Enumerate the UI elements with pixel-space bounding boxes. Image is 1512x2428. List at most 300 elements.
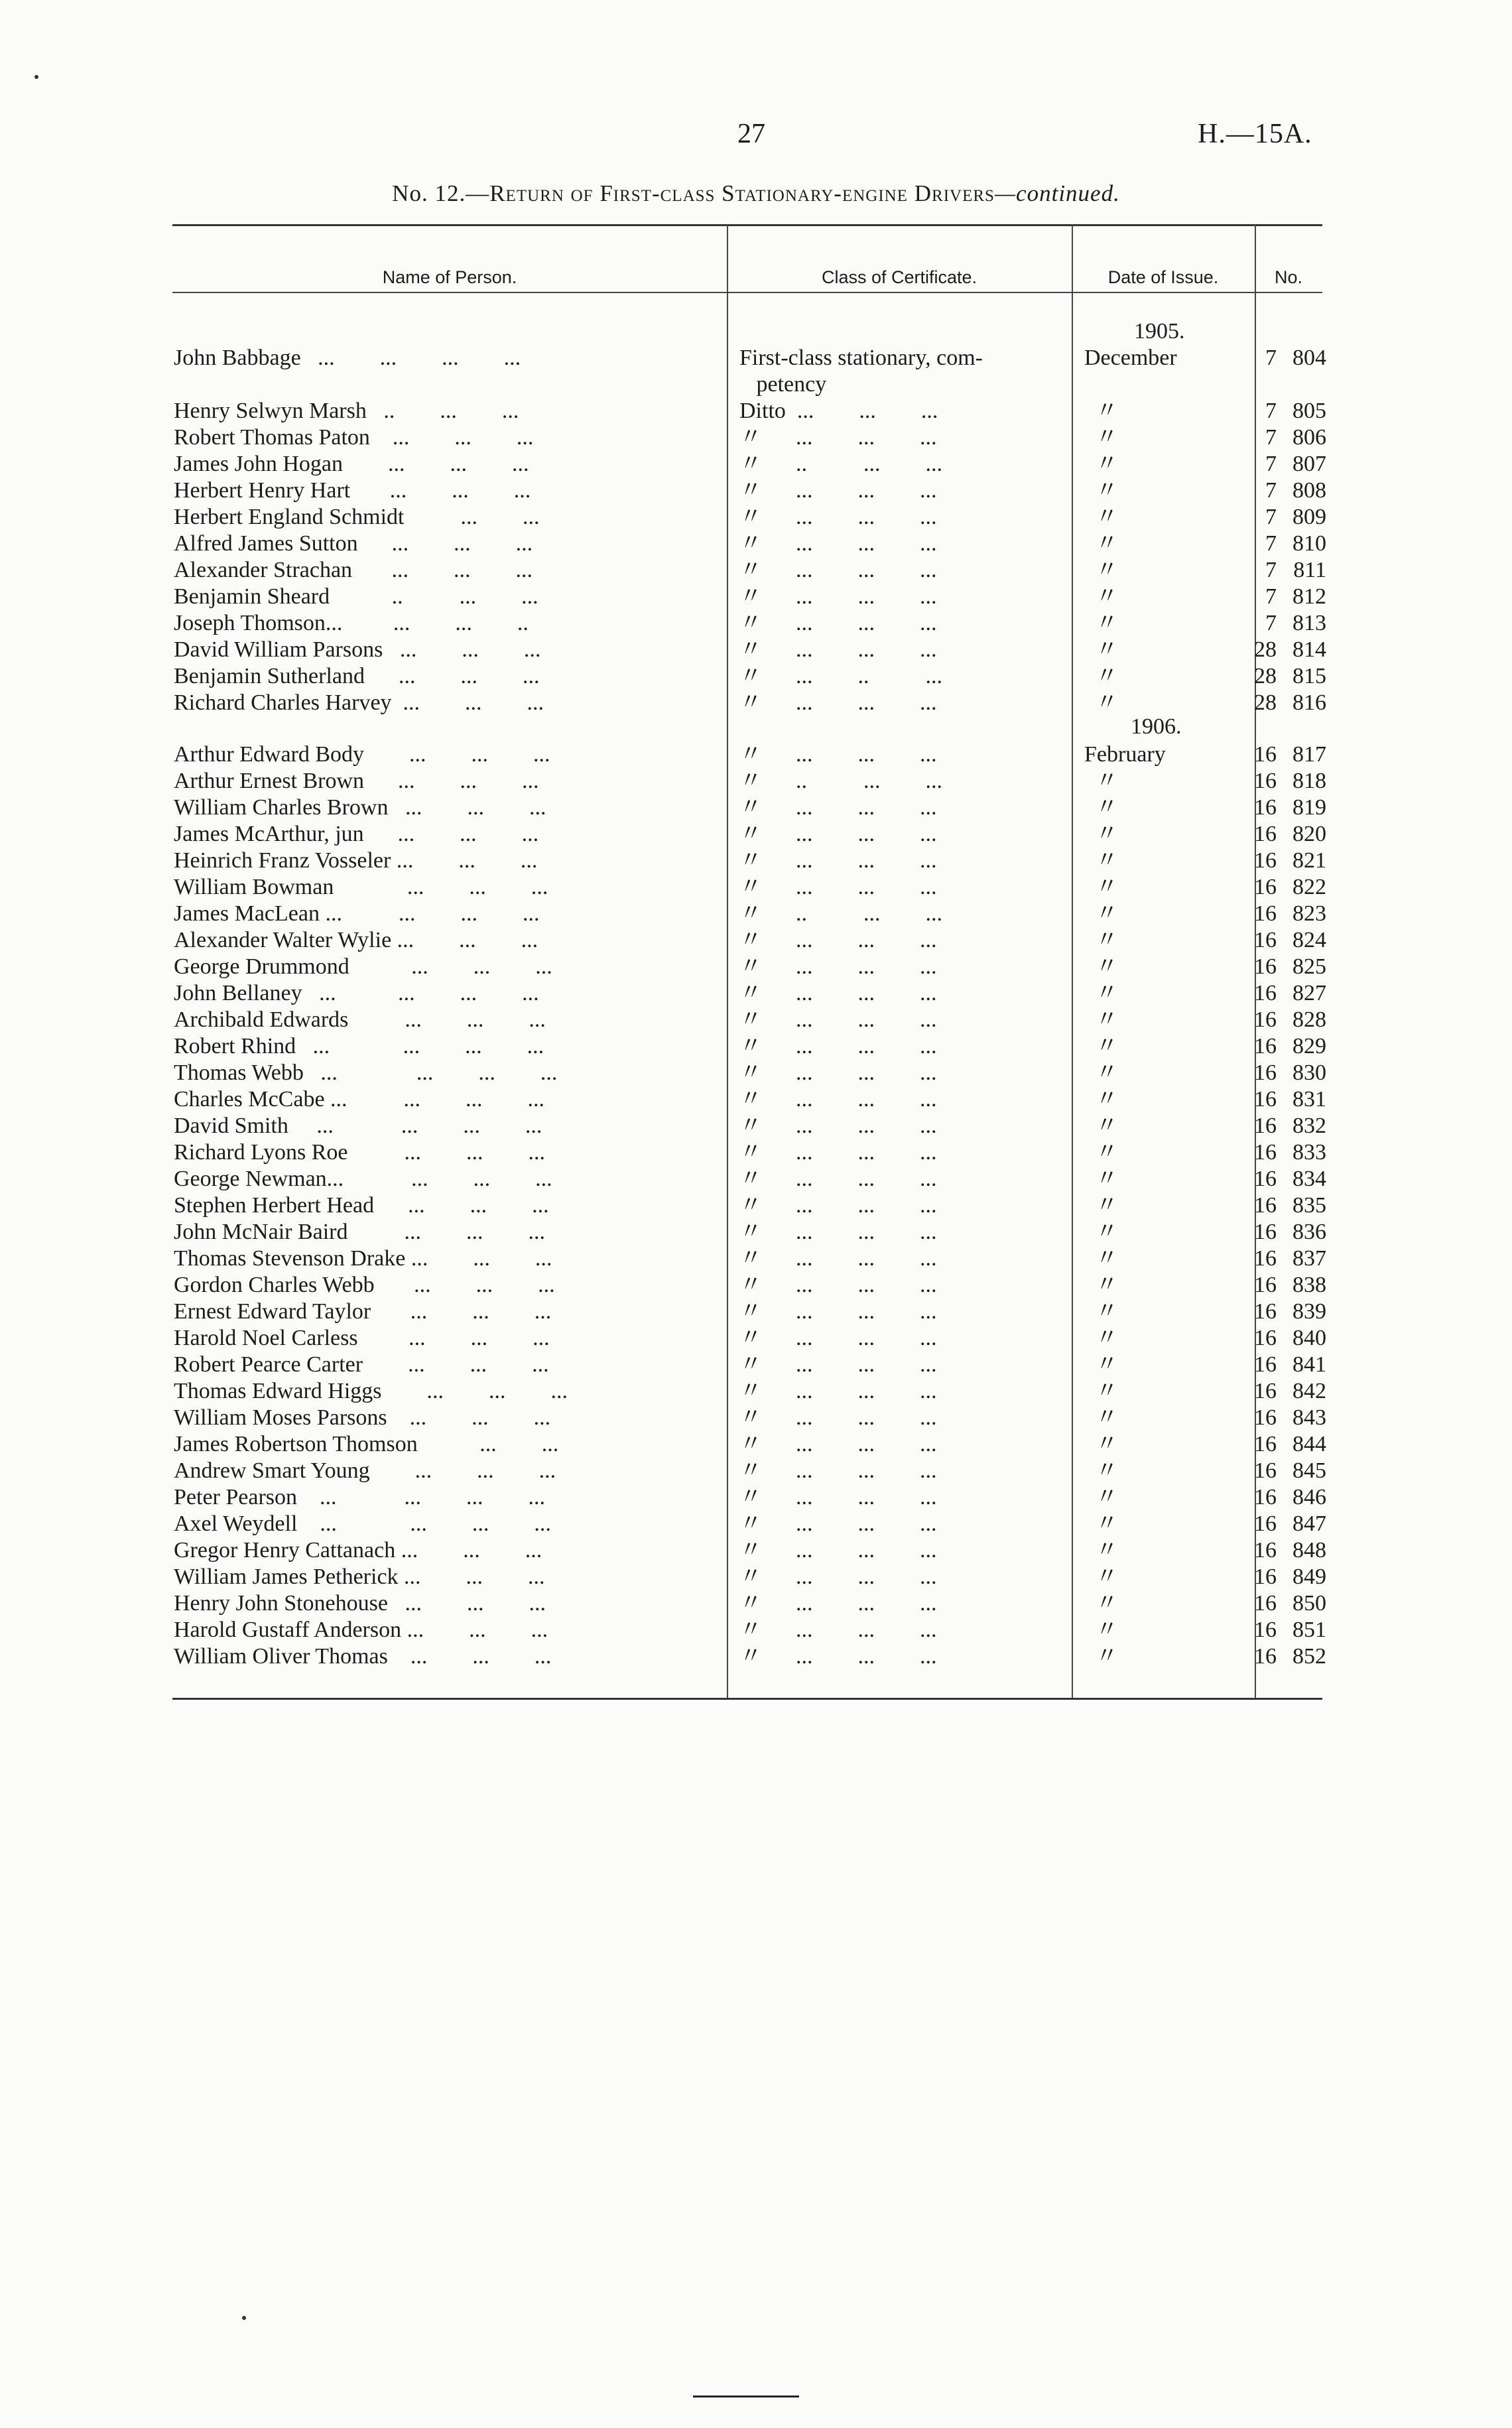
issue-month: 〃 [1084, 1432, 1118, 1456]
issue-month: 〃 [1084, 1591, 1118, 1616]
certificate-class: 〃 ... ... ... [739, 1087, 937, 1112]
table-row [172, 1458, 1326, 1484]
person-name: Gregor Henry Cattanach ... ... ... [174, 1538, 542, 1563]
certificate-class: 〃 ... ... ... [739, 981, 937, 1005]
certificate-number: 814 [1292, 637, 1326, 662]
person-name: Charles McCabe ... ... ... ... [174, 1087, 545, 1112]
issue-month: 〃 [1084, 558, 1118, 582]
issue-day: 7 [1265, 611, 1277, 635]
certificate-class: 〃 ... ... ... [739, 558, 937, 582]
certificate-number: 813 [1292, 611, 1326, 635]
certificate-number: 816 [1292, 690, 1326, 715]
table-title [0, 180, 1512, 207]
certificate-class: 〃 ... ... ... [739, 1273, 937, 1297]
table-row [172, 821, 1326, 848]
table-row [172, 1192, 1326, 1219]
certificate-number: 815 [1292, 664, 1326, 688]
certificate-class: 〃 ... ... ... [739, 1326, 937, 1350]
person-name: John Bellaney ... ... ... ... [174, 981, 539, 1005]
certificate-number: 847 [1292, 1511, 1326, 1536]
issue-month: 〃 [1084, 478, 1118, 503]
issue-day: 16 [1254, 769, 1277, 793]
certificate-number: 806 [1292, 425, 1326, 450]
certificate-number: 839 [1292, 1299, 1326, 1324]
issue-day: 16 [1254, 1511, 1277, 1536]
header-name: Name of Person. [382, 267, 517, 287]
certificate-class: 〃 ... ... ... [739, 531, 937, 556]
issue-month: 〃 [1084, 1511, 1118, 1536]
certificate-class: 〃 ... ... ... [739, 611, 937, 635]
issue-day: 16 [1254, 1405, 1277, 1430]
table-row [172, 504, 1326, 531]
person-name: Robert Pearce Carter ... ... ... [174, 1352, 549, 1377]
person-name: Joseph Thomson... ... ... .. [174, 611, 529, 635]
issue-month: 〃 [1084, 1458, 1118, 1483]
person-name: Robert Thomas Paton ... ... ... [174, 425, 534, 450]
certificate-number: 828 [1292, 1007, 1326, 1032]
certificate-class: 〃 ... ... ... [739, 1379, 937, 1403]
certificate-class: 〃 ... ... ... [739, 1485, 937, 1509]
certificate-number: 825 [1292, 954, 1326, 979]
issue-month: 〃 [1084, 901, 1118, 926]
certificate-number: 807 [1292, 452, 1326, 476]
certificate-number: 824 [1292, 928, 1326, 952]
person-name: Thomas Edward Higgs ... ... ... [174, 1379, 568, 1403]
person-name: Richard Lyons Roe ... ... ... [174, 1140, 546, 1165]
table-row [172, 1299, 1326, 1325]
issue-month: 〃 [1084, 425, 1118, 450]
issue-month: 〃 [1084, 1273, 1118, 1297]
issue-day: 16 [1254, 1114, 1277, 1138]
certificate-number: 851 [1292, 1618, 1326, 1642]
person-name: William Oliver Thomas ... ... ... [174, 1644, 552, 1669]
issue-day: 16 [1254, 1273, 1277, 1297]
person-name: Herbert Henry Hart ... ... ... [174, 478, 531, 503]
certificate-class: 〃 ... ... ... [739, 1538, 937, 1563]
table-row [172, 848, 1326, 874]
issue-day: 7 [1265, 531, 1277, 556]
issue-month: 〃 [1084, 928, 1118, 952]
issue-month: 〃 [1084, 1034, 1118, 1058]
table-row [172, 1511, 1326, 1537]
header-date: Date of Issue. [1107, 267, 1219, 287]
table-row [172, 1325, 1326, 1352]
issue-day: 16 [1254, 795, 1277, 820]
person-name: Harold Noel Carless ... ... ... [174, 1326, 550, 1350]
person-name: Archibald Edwards ... ... ... [174, 1007, 546, 1032]
certificate-class: 〃 ... ... ... [739, 1299, 937, 1324]
issue-day: 16 [1254, 1352, 1277, 1377]
certificate-number: 830 [1292, 1060, 1326, 1085]
table-row [172, 557, 1326, 584]
issue-month: 〃 [1084, 584, 1118, 609]
certificate-number: 840 [1292, 1326, 1326, 1350]
table-row [172, 1564, 1326, 1590]
person-name: William Moses Parsons ... ... ... [174, 1405, 551, 1430]
certificate-number: 848 [1292, 1538, 1326, 1563]
issue-day: 16 [1254, 1060, 1277, 1085]
page-reference: H.—15A. [1198, 119, 1312, 149]
issue-day: 7 [1265, 478, 1277, 503]
person-name: William James Petherick ... ... ... [174, 1565, 545, 1589]
issue-day: 16 [1254, 1644, 1277, 1669]
table-row [172, 1431, 1326, 1458]
year-label-1905: 1905. [1134, 319, 1185, 344]
table-row [172, 1113, 1326, 1139]
person-name: Benjamin Sutherland ... ... ... [174, 664, 540, 688]
header-no: No. [1274, 267, 1303, 287]
header-class: Class of Certificate. [821, 267, 977, 287]
issue-month: 〃 [1084, 848, 1118, 873]
issue-month: 〃 [1084, 505, 1118, 529]
person-name: George Drummond ... ... ... [174, 954, 552, 979]
certificate-class: 〃 ... ... ... [739, 928, 937, 952]
issue-day: 16 [1254, 1485, 1277, 1509]
person-name: Heinrich Franz Vosseler ... ... ... [174, 848, 538, 873]
table-row [172, 637, 1326, 663]
issue-month: 〃 [1084, 875, 1118, 899]
person-name: Henry John Stonehouse ... ... ... [174, 1591, 546, 1616]
table-row [172, 1378, 1326, 1405]
certificate-number: 837 [1292, 1246, 1326, 1271]
issue-month: December [1084, 346, 1177, 370]
certificate-class: 〃 ... ... ... [739, 425, 937, 450]
issue-day: 16 [1254, 1220, 1277, 1244]
certificate-number: 812 [1292, 584, 1326, 609]
certificate-class: 〃 ... ... ... [739, 1565, 937, 1589]
certificate-number: 805 [1292, 399, 1326, 423]
issue-month: 〃 [1084, 1114, 1118, 1138]
table-row [172, 424, 1326, 451]
issue-day: 16 [1254, 1140, 1277, 1165]
issue-day: 16 [1254, 1326, 1277, 1350]
person-name: John Babbage ... ... ... ... [174, 346, 521, 370]
issue-month: 〃 [1084, 822, 1118, 846]
certificate-class: 〃 .. ... ... [739, 452, 942, 476]
issue-day: 16 [1254, 1458, 1277, 1483]
table-row [172, 398, 1326, 424]
certificate-number: 832 [1292, 1114, 1326, 1138]
certificate-number: 845 [1292, 1458, 1326, 1483]
issue-day: 16 [1254, 1007, 1277, 1032]
table-row [172, 1007, 1326, 1033]
issue-day: 16 [1254, 742, 1277, 767]
issue-day: 7 [1265, 505, 1277, 529]
certificate-class: 〃 ... ... ... [739, 875, 937, 899]
certificate-number: 821 [1292, 848, 1326, 873]
certificate-number: 842 [1292, 1379, 1326, 1403]
person-name: John McNair Baird ... ... ... [174, 1220, 546, 1244]
person-name: Richard Charles Harvey ... ... ... [174, 690, 544, 715]
person-name: Ernest Edward Taylor ... ... ... [174, 1299, 552, 1324]
certificate-number: 817 [1292, 742, 1326, 767]
table-row [172, 954, 1326, 980]
issue-month: 〃 [1084, 1565, 1118, 1589]
person-name: Alexander Walter Wylie ... ... ... [174, 928, 538, 952]
issue-day: 16 [1254, 1432, 1277, 1456]
certificate-class: 〃 .. ... ... [739, 769, 942, 793]
issue-month: 〃 [1084, 690, 1118, 715]
title-suffix: —continued. [994, 180, 1120, 206]
issue-month: 〃 [1084, 1485, 1118, 1509]
table-row [172, 1352, 1326, 1378]
certificate-number: 804 [1292, 346, 1326, 370]
table-row [172, 1617, 1326, 1643]
issue-day: 7 [1265, 452, 1277, 476]
issue-day: 16 [1254, 1618, 1277, 1642]
person-name: William Charles Brown ... ... ... [174, 795, 546, 820]
certificate-class: 〃 ... ... ... [739, 1405, 937, 1430]
page-speck [34, 75, 38, 79]
certificate-class: 〃 ... ... ... [739, 1246, 937, 1271]
issue-month: 〃 [1084, 1405, 1118, 1430]
certificate-class: 〃 ... ... ... [739, 1140, 937, 1165]
issue-month: 〃 [1084, 1644, 1118, 1669]
table-row [172, 1590, 1326, 1617]
person-name: James John Hogan ... ... ... [174, 452, 529, 476]
person-name: Arthur Edward Body ... ... ... [174, 742, 550, 767]
certificate-class: 〃 ... ... ... [739, 1458, 937, 1483]
certificate-class: 〃 ... ... ... [739, 478, 937, 503]
table-row [172, 1643, 1326, 1670]
table-row [172, 768, 1326, 795]
certificate-class: Ditto ... ... ... [739, 399, 938, 423]
table-bottom-rule [172, 1698, 1322, 1700]
closing-rule [693, 2396, 799, 2397]
certificate-number: 811 [1293, 558, 1326, 582]
certificate-class: 〃 ... ... ... [739, 1618, 937, 1642]
issue-month: 〃 [1084, 531, 1118, 556]
issue-day: 16 [1254, 1299, 1277, 1324]
certificate-number: 836 [1292, 1220, 1326, 1244]
issue-month: 〃 [1084, 1007, 1118, 1032]
certificate-number: 809 [1292, 505, 1326, 529]
table-row [172, 1166, 1326, 1192]
person-name: Alexander Strachan ... ... ... [174, 558, 533, 582]
issue-day: 16 [1254, 1193, 1277, 1218]
person-name: Thomas Webb ... ... ... ... [174, 1060, 558, 1085]
certificate-number: 829 [1292, 1034, 1326, 1058]
issue-day: 7 [1265, 584, 1277, 609]
certificate-class: 〃 ... ... ... [739, 795, 937, 820]
table-row [172, 371, 1322, 398]
certificate-class: 〃 ... ... ... [739, 690, 937, 715]
issue-day: 16 [1254, 1087, 1277, 1112]
issue-month: February [1084, 742, 1166, 767]
certificate-number: 849 [1292, 1565, 1326, 1589]
person-name: Alfred James Sutton ... ... ... [174, 531, 533, 556]
issue-month: 〃 [1084, 769, 1118, 793]
table-row [172, 1060, 1326, 1086]
person-name: Henry Selwyn Marsh .. ... ... [174, 399, 519, 423]
issue-day: 16 [1254, 875, 1277, 899]
issue-day: 28 [1254, 690, 1277, 715]
issue-day: 16 [1254, 1034, 1277, 1058]
person-name: Robert Rhind ... ... ... ... [174, 1034, 544, 1058]
table-row [172, 1484, 1326, 1511]
certificate-class: 〃 ... ... ... [739, 1352, 937, 1377]
certificate-number: 834 [1292, 1167, 1326, 1191]
certificate-number: 818 [1292, 769, 1326, 793]
table-row [172, 610, 1326, 637]
issue-day: 16 [1254, 928, 1277, 952]
table-row [172, 1537, 1326, 1564]
certificate-number: 820 [1292, 822, 1326, 846]
issue-day: 16 [1254, 848, 1277, 873]
issue-month: 〃 [1084, 1246, 1118, 1271]
table-row [172, 690, 1326, 716]
issue-month: 〃 [1084, 1352, 1118, 1377]
certificate-class: 〃 ... ... ... [739, 637, 937, 662]
certificate-class: 〃 ... ... ... [739, 1114, 937, 1138]
certificate-class: 〃 ... ... ... [739, 505, 937, 529]
issue-day: 7 [1265, 346, 1277, 370]
person-name: Stephen Herbert Head ... ... ... [174, 1193, 549, 1218]
certificate-class: 〃 ... ... ... [739, 1644, 937, 1669]
table-row [172, 345, 1326, 371]
certificate-number: 841 [1292, 1352, 1326, 1377]
issue-month: 〃 [1084, 1087, 1118, 1112]
certificate-class: 〃 ... ... ... [739, 1167, 937, 1191]
issue-day: 28 [1254, 664, 1277, 688]
issue-month: 〃 [1084, 637, 1118, 662]
table-row [172, 478, 1326, 504]
certificate-class: 〃 ... ... ... [739, 1060, 937, 1085]
issue-day: 16 [1254, 1246, 1277, 1271]
issue-day: 7 [1265, 399, 1277, 423]
year-label-1906: 1906. [1131, 714, 1182, 739]
issue-month: 〃 [1084, 1299, 1118, 1324]
issue-month: 〃 [1084, 399, 1118, 423]
issue-month: 〃 [1084, 1220, 1118, 1244]
certificate-number: 844 [1292, 1432, 1326, 1456]
certificate-number: 823 [1292, 901, 1326, 926]
issue-month: 〃 [1084, 954, 1118, 979]
table-row [172, 741, 1326, 768]
person-name: George Newman... ... ... ... [174, 1167, 552, 1191]
certificate-number: 827 [1292, 981, 1326, 1005]
person-name: James MacLean ... ... ... ... [174, 901, 540, 926]
certificate-class: 〃 ... ... ... [739, 1591, 937, 1616]
certificate-class: 〃 ... .. ... [739, 664, 942, 688]
issue-day: 16 [1254, 1591, 1277, 1616]
certificate-number: 819 [1292, 795, 1326, 820]
issue-day: 16 [1254, 954, 1277, 979]
certificate-class: First-class stationary, com- [739, 346, 983, 370]
table-row [172, 1086, 1326, 1113]
table-row [172, 874, 1326, 901]
issue-month: 〃 [1084, 664, 1118, 688]
certificate-class: 〃 ... ... ... [739, 1220, 937, 1244]
person-name: Andrew Smart Young ... ... ... [174, 1458, 556, 1483]
certificate-number: 852 [1292, 1644, 1326, 1669]
person-name: Harold Gustaff Anderson ... ... ... [174, 1618, 548, 1642]
person-name: James Robertson Thomson ... ... [174, 1432, 559, 1456]
issue-month: 〃 [1084, 1326, 1118, 1350]
table-row [172, 451, 1326, 478]
certificate-number: 808 [1292, 478, 1326, 503]
certificate-number: 835 [1292, 1193, 1326, 1218]
person-name: Axel Weydell ... ... ... ... [174, 1511, 551, 1536]
title-main: Return of First-class Stationary-engine Drivers [489, 180, 995, 206]
table-row [172, 584, 1326, 610]
table-row [172, 795, 1326, 821]
issue-day: 16 [1254, 981, 1277, 1005]
person-name: David Smith ... ... ... ... [174, 1114, 542, 1138]
issue-day: 7 [1265, 558, 1277, 582]
certificate-class: 〃 ... ... ... [739, 848, 937, 873]
issue-month: 〃 [1084, 1538, 1118, 1563]
certificate-class: 〃 ... ... ... [739, 954, 937, 979]
certificate-class: petency [739, 372, 827, 397]
issue-day: 16 [1254, 1167, 1277, 1191]
issue-month: 〃 [1084, 1060, 1118, 1085]
certificate-number: 810 [1292, 531, 1326, 556]
issue-day: 16 [1254, 901, 1277, 926]
certificate-class: 〃 ... ... ... [739, 822, 937, 846]
table-row [172, 531, 1326, 557]
issue-day: 16 [1254, 1565, 1277, 1589]
issue-month: 〃 [1084, 611, 1118, 635]
certificate-class: 〃 ... ... ... [739, 1007, 937, 1032]
issue-month: 〃 [1084, 981, 1118, 1005]
page-speck [242, 2316, 246, 2320]
certificate-number: 833 [1292, 1140, 1326, 1165]
table-row [172, 901, 1326, 927]
certificate-class: 〃 ... ... ... [739, 1193, 937, 1218]
page-number: 27 [737, 119, 765, 149]
certificate-class: 〃 ... ... ... [739, 1034, 937, 1058]
issue-day: 28 [1254, 637, 1277, 662]
issue-month: 〃 [1084, 1618, 1118, 1642]
table-row [172, 1033, 1326, 1060]
person-name: Peter Pearson ... ... ... ... [174, 1485, 546, 1509]
issue-month: 〃 [1084, 795, 1118, 820]
table-row [172, 663, 1326, 690]
issue-month: 〃 [1084, 1193, 1118, 1218]
certificate-class: 〃 .. ... ... [739, 901, 942, 926]
person-name: David William Parsons ... ... ... [174, 637, 541, 662]
certificate-number: 846 [1292, 1485, 1326, 1509]
table-row [172, 980, 1326, 1007]
issue-month: 〃 [1084, 1140, 1118, 1165]
certificate-number: 850 [1292, 1591, 1326, 1616]
person-name: James McArthur, jun ... ... ... [174, 822, 539, 846]
issue-month: 〃 [1084, 452, 1118, 476]
certificate-class: 〃 ... ... ... [739, 742, 937, 767]
certificate-class: 〃 ... ... ... [739, 1432, 937, 1456]
table-top-rule [172, 224, 1322, 226]
issue-day: 16 [1254, 1379, 1277, 1403]
issue-day: 16 [1254, 822, 1277, 846]
certificate-number: 843 [1292, 1405, 1326, 1430]
table-row [172, 1219, 1326, 1246]
certificate-number: 831 [1292, 1087, 1326, 1112]
person-name: Thomas Stevenson Drake ... ... ... [174, 1246, 552, 1271]
table-row [172, 1139, 1326, 1166]
issue-month: 〃 [1084, 1167, 1118, 1191]
person-name: Herbert England Schmidt ... ... [174, 505, 540, 529]
person-name: Gordon Charles Webb ... ... ... [174, 1273, 555, 1297]
table-row [172, 1405, 1326, 1431]
person-name: William Bowman ... ... ... [174, 875, 548, 899]
person-name: Benjamin Sheard .. ... ... [174, 584, 538, 609]
certificate-class: 〃 ... ... ... [739, 1511, 937, 1536]
issue-month: 〃 [1084, 1379, 1118, 1403]
issue-day: 7 [1265, 425, 1277, 450]
table-row [172, 1272, 1326, 1299]
table-row [172, 927, 1326, 954]
